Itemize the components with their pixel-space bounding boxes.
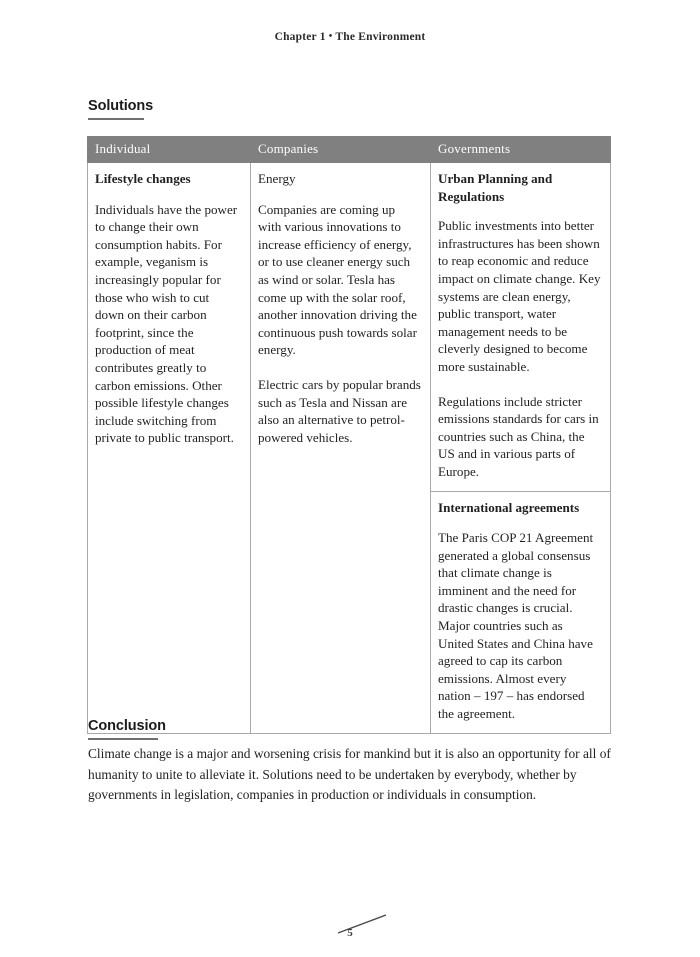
- cell-individual-paragraph-1: Individuals have the power to change their own consumption habits. For example, veganism is increasingly popular for those who wish to cut down on their carbon footprint, since the production of meat contributes greatly to carbon emissions. Other possible lifestyle changes include switching from private to public transport.: [95, 201, 238, 446]
- cell-companies-title: Energy: [258, 171, 296, 186]
- cell-companies-paragraph-1: Companies are coming up with various innovations to increase efficiency of energy, or to use cleaner energy such as wind or solar. Tesla has come up with the solar roof, another innovation driving the continuous push towards solar energy.: [258, 201, 417, 358]
- table-header-governments: Governments: [431, 137, 611, 163]
- heading-underline-rule: [88, 738, 158, 740]
- cell-companies-paragraph-2: Electric cars by popular brands such as Tesla and Nissan are also an alternative to petrol-powered vehicles.: [258, 376, 421, 445]
- cell-governments-international-title: International agreements: [438, 499, 580, 515]
- heading-underline-rule: [88, 118, 144, 120]
- cell-governments-international-paragraph-1: The Paris COP 21 Agreement generated a global consensus that climate change is imminent and the need for drastic changes is crucial. Major countries such as United States and China have agreed to cap its carbon emissions. Almost every nation – 197 – has endorsed the agreement.: [438, 530, 594, 722]
- table-row: [88, 163, 611, 492]
- table-header-individual: Individual: [88, 137, 251, 163]
- running-header-title: The Environment: [335, 31, 426, 43]
- cell-governments-urban-title: Urban Planning and Regulations: [438, 171, 553, 204]
- running-header-separator: •: [328, 31, 333, 42]
- cell-companies: [251, 163, 431, 734]
- cell-governments-urban-paragraph-1: Public investments into better infrastructures has been shown to reap economic and reduce impact on climate change. Key systems are clean energy, public transport, water management needs to be cleverly designed to become more sustainable.: [438, 218, 601, 374]
- solutions-table: [87, 136, 611, 734]
- page-number: 5: [347, 927, 353, 939]
- page-footer: [0, 905, 700, 950]
- running-header: [0, 31, 700, 43]
- cell-governments-international-agreements: [431, 491, 611, 733]
- conclusion-body-text: Climate change is a major and worsening crisis for mankind but it is also an opportunity for all of humanity to unite to alleviate it. Solutions need to be undertaken by everybody, whether by governments in legislation, companies in production or individuals in consumption.: [88, 746, 611, 802]
- section-heading-conclusion: [88, 718, 166, 744]
- cell-individual-title: Lifestyle changes: [95, 171, 191, 186]
- table-header-companies: Companies: [251, 137, 431, 163]
- cell-governments-urban-paragraph-2: Regulations include stricter emissions standards for cars in countries such as China, the US and in various parts of Europe.: [438, 393, 599, 479]
- running-header-chapter: Chapter 1: [274, 31, 326, 43]
- section-heading-conclusion-label: Conclusion: [88, 718, 166, 734]
- cell-governments-urban-planning: [431, 163, 611, 492]
- section-heading-solutions-label: Solutions: [88, 98, 154, 114]
- table-header-row: [88, 137, 611, 163]
- cell-individual: [88, 163, 251, 734]
- section-heading-solutions: [88, 98, 154, 124]
